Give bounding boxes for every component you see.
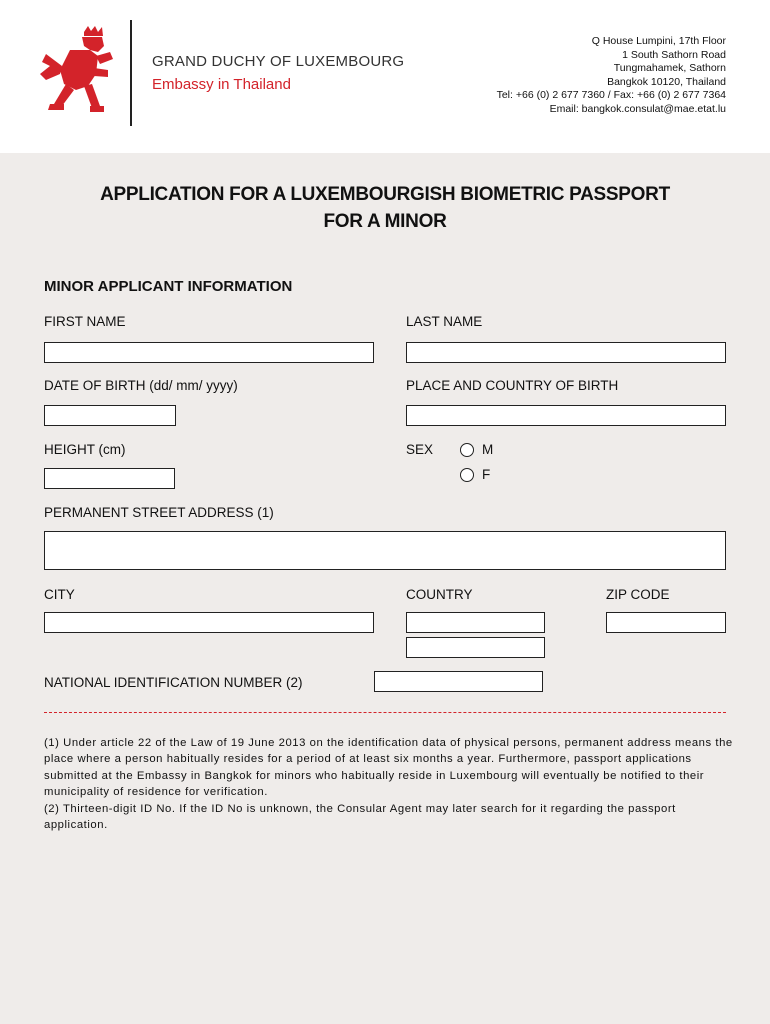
form-title	[0, 181, 770, 235]
country-label: COUNTRY	[406, 587, 473, 602]
section-heading: MINOR APPLICANT INFORMATION	[44, 278, 293, 295]
contact-line: Q House Lumpini, 17th Floor	[591, 35, 726, 47]
footnotes	[44, 735, 734, 833]
sex-f-radio[interactable]	[460, 468, 474, 482]
letterhead	[0, 0, 770, 153]
embassy-name: Embassy in Thailand	[152, 76, 291, 93]
contact-line: Email: bangkok.consulat@mae.etat.lu	[549, 102, 726, 115]
contact-line: Bangkok 10120, Thailand	[607, 75, 726, 88]
sex-m-label: M	[482, 442, 494, 457]
birth-place-field[interactable]	[406, 405, 726, 426]
form-title-line: APPLICATION FOR A LUXEMBOURGISH BIOMETRIC PASSPORT	[100, 184, 670, 205]
contact-line: Tel: +66 (0) 2 677 7360 / Fax: +66 (0) 2 677 7364	[496, 89, 726, 102]
footnote-2: (2) Thirteen-digit ID No. If the ID No is unknown, the Consular Agent may later search for it regarding the passport application.	[44, 802, 676, 832]
birth-place-label: PLACE AND COUNTRY OF BIRTH	[406, 378, 619, 393]
sex-label: SEX	[406, 442, 434, 457]
first-name-field[interactable]	[44, 342, 374, 363]
logo-divider	[130, 20, 132, 126]
height-label: HEIGHT (cm)	[44, 442, 126, 457]
notes-divider	[44, 712, 726, 713]
address-field[interactable]	[44, 531, 726, 570]
contact-line: Tungmahamek, Sathorn	[613, 62, 726, 75]
dob-label: DATE OF BIRTH (dd/ mm/ yyyy)	[44, 378, 238, 393]
country-field[interactable]	[406, 612, 545, 633]
embassy-contact	[366, 35, 726, 117]
sex-f-label: F	[482, 467, 491, 482]
city-label: CITY	[44, 587, 75, 602]
last-name-label: LAST NAME	[406, 314, 483, 329]
height-field[interactable]	[44, 468, 175, 489]
org-name: GRAND DUCHY OF LUXEMBOURG	[152, 53, 405, 70]
form-title-line: FOR A MINOR	[323, 211, 447, 232]
dob-field[interactable]	[44, 405, 176, 426]
last-name-field[interactable]	[406, 342, 726, 363]
address-label: PERMANENT STREET ADDRESS (1)	[44, 505, 274, 520]
first-name-label: FIRST NAME	[44, 314, 126, 329]
city-field[interactable]	[44, 612, 374, 633]
zip-label: ZIP CODE	[606, 587, 670, 602]
zip-field[interactable]	[606, 612, 726, 633]
national-id-field[interactable]	[374, 671, 543, 692]
national-id-label: NATIONAL IDENTIFICATION NUMBER (2)	[44, 675, 303, 690]
sex-m-radio[interactable]	[460, 443, 474, 457]
country-field-2[interactable]	[406, 637, 545, 658]
luxembourg-lion-logo	[40, 26, 114, 126]
contact-line: 1 South Sathorn Road	[622, 48, 726, 61]
footnote-1: (1) Under article 22 of the Law of 19 June 2013 on the identification data of physical persons, permanent address means the place where a person habitually resides for a period of at least six months a year. Furthermore, passport applications submitted at the Embassy in Bangkok for minors who habitually reside in Luxembourg will eventually be notified to their municipality of residence for verification.	[44, 737, 733, 799]
